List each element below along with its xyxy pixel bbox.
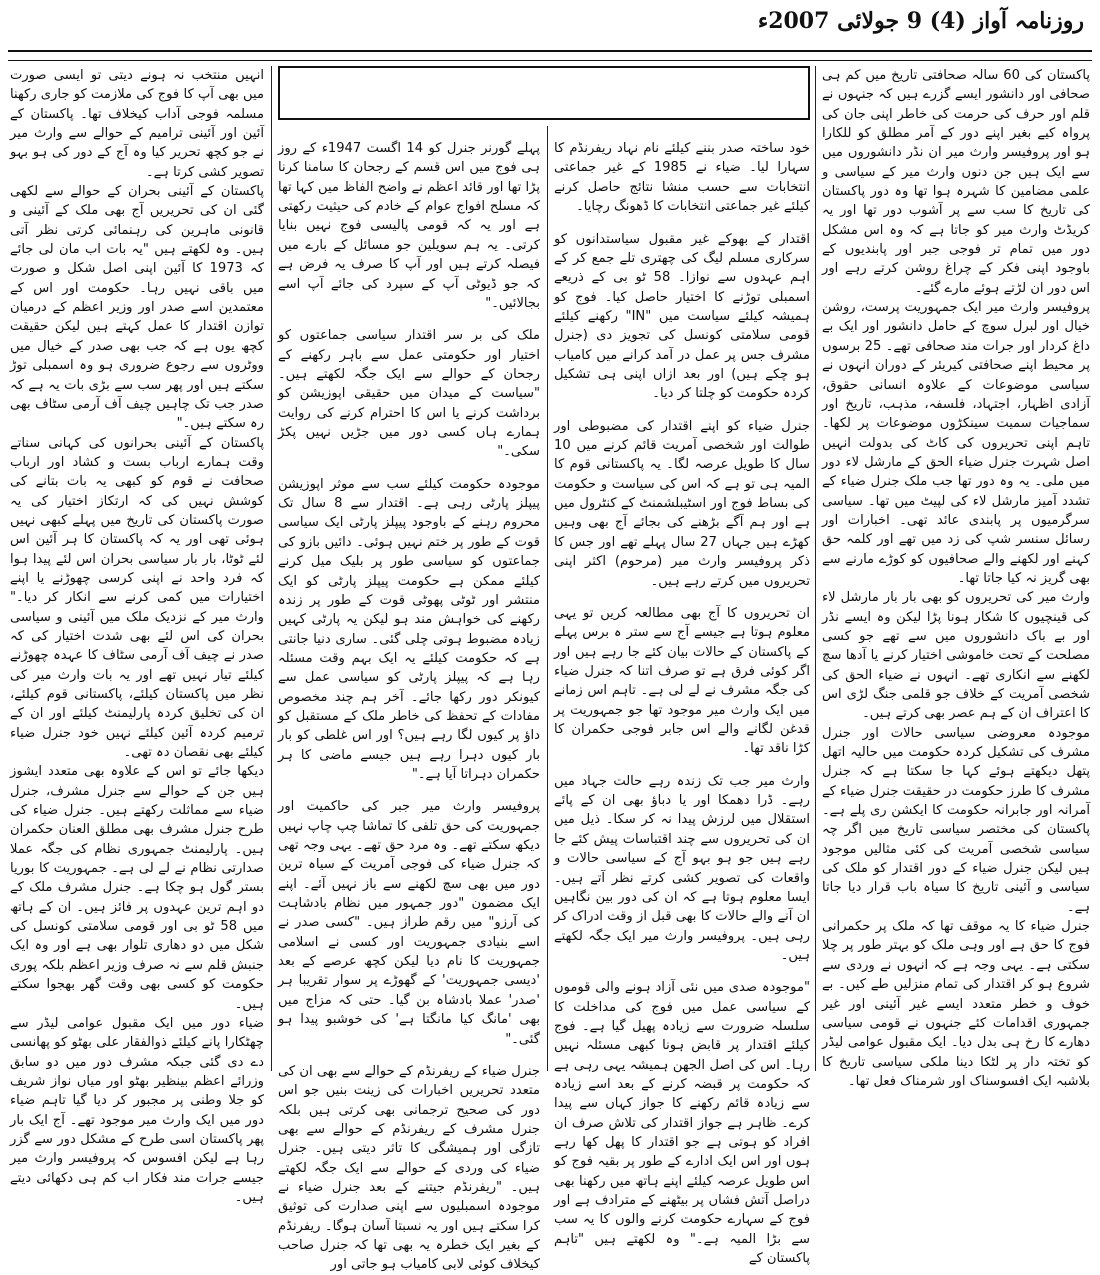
paragraph: پہلے گورنر جنرل کو 14 اگست 1947ء کے روز ہی فوج میں اس قسم کے رجحان کا سامنا کرنا پڑا تھا اور قائد اعظم نے واضح الفاظ میں کہا تھا کہ مسلح افواج عوام کے خادم کی حیثیت رکھتی ہے اور یہ کہ قومی پالیسی فوج نہیں بنایا کرتی۔ یہ ہم سویلین جو مسائل کے بارے میں فیصلہ کرتے ہیں اور آپ کا صرف یہ فرض ہے کہ جو ڈیوٹی آپ کے سپرد کی جائے آپ اسے بجالائیں۔": [278, 141, 541, 311]
paragraph: پاکستان کی 60 سالہ صحافتی تاریخ میں کم ہی صحافی اور دانشور ایسے گزرے ہیں کہ جنہوں نے قلم اور حرف کی حرمت کی خاطر اپنی جان کی پرواہ کیے بغیر اپنے دور کے آمر مطلق کو للکارا ہو اور پروفیسر وارث میر ان نڈر دانشوروں میں سے ایک ہیں جن دنوں وارث میر کے سیاسی و علمی مضامین کا شہرہ ہوا تھا وہ دور پاکستان کی تاریخ کا سب سے پر آشوب دور تھا اور یہ کریڈٹ وارث میر کو جاتا ہے کہ وہ اس مشکل دور میں تمام تر فوجی جبر اور پابندیوں کے باوجود اپنی فکر کے چراغ روشن کرتے رہے اور اس دور ان لڑتے ہوئے مارے گئے۔: [822, 68, 1090, 296]
paragraph: اقتدار کے بھوکے غیر مقبول سیاستدانوں کو سرکاری مسلم لیگ کی چھتری تلے جمع کر کے اہم عہدوں سے نوازا۔ 58 ٹو بی کے ذریعے اسمبلی توڑنے کا اختیار حاصل کیا۔ فوج کو ہمیشہ کیلئے سیاست میں "IN" رکھنے کیلئے قومی سلامتی کونسل کی تجویز دی (جنرل مشرف جس پر عمل در آمد کرانے میں کامیاب ہو چکے ہیں) اور بعد ازاں اپنی ہی تشکیل کردہ حکومت کو چلتا کر دیا۔: [554, 231, 810, 402]
paragraph: ضیاء دور میں ایک مقبول عوامی لیڈر سے چھٹکارا پانے کیلئے ذوالفقار علی بھٹو کو پھانسی دے دی گئی جبکہ مشرف دور میں دو سابق وزرائے اعظم بینظیر بھٹو اور میاں نواز شریف کو جلا وطنی پر مجبور کر دیا گیا تاہم ضیاء دور میں ایک وارث میر موجود تھے۔ آج ایک بار پھر پاکستان اسی طرح کے مشکل دور سے گزر رہا ہے لیکن افسوس کہ پروفیسر وارث میر جیسے جرات مند فکار اب کم ہی دکھائی دیتے ہیں۔: [10, 1015, 264, 1205]
article-body: [278, 126, 810, 1273]
column-right: [822, 66, 1091, 1089]
masthead-title: روزنامہ آواز (4) 9 جولائی 2007ء: [757, 8, 1084, 34]
paragraph: ملک کی بر سر اقتدار سیاسی جماعتوں کو اختیار اور حکومتی عمل سے باہر رکھنے کے رجحان کے حوالے سے ایک جگہ لکھتے ہیں۔ "سیاست کے میدان میں حقیقی اپوزیشن کو برداشت کرنے یا اس کا احترام کرنے کی روایت ہمارے ہاں کسی دور میں جڑیں نہیں پکڑ سکی۔": [278, 328, 540, 460]
paragraph: وارث میر جب تک زندہ رہے حالت جہاد میں رہے۔ ڈرا دھمکا اور یا دباؤ بھی ان کے پائے استقلال میں لرزش پیدا نہ کر سکا۔ ذیل میں ان کی تحریروں سے چند اقتباسات پیش کئے جا رہے ہیں جو ہو بہو آج کے سیاسی حالات و واقعات کی تصویر کشی کرتے نظر آتے ہیں۔ ایسا معلوم ہوتا ہے کہ ان کی دور بین نگاہیں ان آنے والے حالات کا بھی قبل از وقت ادراک کر رہی ہیں۔ پروفیسر وارث میر ایک جگہ لکھتے ہیں۔: [554, 773, 810, 963]
paragraph: موجودہ حکومت کیلئے سب سے موثر اپوزیشن پیپلز پارٹی رہی ہے۔ اقتدار سے 8 سال تک محروم رہنے کے باوجود پیپلز پارٹی ایک سیاسی قوت کے طور پر ختم نہیں ہوئی۔ دائیں بازو کی جماعتوں کو سیاسی طور پر بلیک میل کرنے کیلئے ممکن ہے حکومت پیپلز پارٹی کو ایک منتشر اور ٹوٹی پھوٹی قوت کے طور پر زندہ رکھنے کی خواہش مند ہو لیکن یہ پارٹی کہیں زیادہ مضبوط ہوتی چلی گئی۔ ساری دنیا جانتی ہے کہ حکومت کیلئے یہ ایک بہم وقت مسئلہ رہا ہے کہ پیپلز پارٹی کو سیاسی عمل سے کیونکر دور رکھا جائے۔ آخر ہم چند مخصوص مفادات کے تحفظ کی خاطر ملک کے مستقبل کو داؤ پر کیوں لگا رہے ہیں؟ اور اس غلطی کو بار بار کیوں دہرا رہے ہیں جیسے ماضی کا ہر حکمران دہراتا آیا ہے۔": [278, 476, 540, 782]
column-divider: [547, 126, 548, 1071]
paragraph: جنرل ضیاء کے ریفرنڈم کے حوالے سے بھی ان کی متعدد تحریریں اخبارات کی زینت بنیں جو اس دور کی صحیح ترجمانی بھی کرتی ہیں بلکہ جنرل مشرف کے ریفرنڈم کے حوالے سے بھی تازگی اور ہمیشگی کا تاثر دیتی ہیں۔ جنرل ضیاء کی وردی کے حوالے سے ایک جگہ لکھتے ہیں۔ "ریفرنڈم جیتنے کے بعد جنرل ضیاء نے موجودہ اسمبلیوں سے اپنی صدارت کی توثیق کرا سکتے ہیں اور یہ نسبتا آسان ہوگا۔ ریفرنڈم کے بغیر ایک خطرہ یہ بھی تھا کہ جنرل صاحب کیخلاف کوئی لابی کامیاب ہو جاتی اور: [278, 1063, 540, 1273]
paragraph: دیکھا جائے تو اس کے علاوہ بھی متعدد ایشوز ہیں جن کے حوالے سے جنرل مشرف، جنرل ضیاء سے مماثلت رکھتے ہیں۔ جنرل ضیاء کی طرح جنرل مشرف بھی مطلق العنان حکمران ہیں۔ پارلیمنٹ جمہوری نظام کی جگہ عملا صدارتی نظام نے لے لی ہے۔ جمہوریت کا بوریا بستر گول ہو چکا ہے۔ جنرل مشرف ملک کے دو اہم ترین عہدوں پر فائز ہیں۔ ان کے ہاتھ میں 58 ٹو بی اور قومی سلامتی کونسل کی شکل میں دو دھاری تلوار بھی ہے اور وہ ایک جنبش قلم سے نہ صرف وزیر اعظم بلکہ پوری حکومت کو کسی بھی وقت گھر بھجوا سکتے ہیں۔: [10, 764, 264, 1012]
paragraph: انہیں منتخب نہ ہونے دیتی تو ایسی صورت میں بھی آپ کا فوج کی ملازمت کو جاری رکھنا مسلمہ فوجی آداب کیخلاف تھا۔ پاکستان کے آئین اور آئینی ترامیم کے حوالے سے وارث میر نے جو کچھ تحریر کیا وہ آج کے دور کی ہو بہو تصویر کشی کرتا ہے۔: [10, 68, 264, 180]
paragraph: جنرل ضیاء کا یہ موقف تھا کہ ملک پر حکمرانی فوج کا حق ہے اور وہی ملک کو بہتر طور پر چلا سکتی ہے۔ یہی وجہ ہے کہ انہوں نے وردی سے شروع ہو کر اقتدار کی تمام منزلیں طے کیں۔ بے خوف و خطر متعدد ایسے غیر آئینی اور غیر جمہوری اقدامات کئے جنہوں نے قومی سیاسی دھارے کا رخ ہی بدل دیا۔ ایک مقبول عوامی لیڈر کو تختہ دار پر لٹکا دینا ملکی سیاسی تاریخ کا بلاشبہ ایک افسوسناک اور شرمناک فعل تھا۔: [822, 919, 1090, 1089]
paragraph: خود ساختہ صدر بننے کیلئے نام نہاد ریفرنڈم کا سہارا لیا۔ ضیاء نے 1985 کے غیر جماعتی انتخابات سے حسب منشا نتائج حاصل کرنے کیلئے غیر جماعتی انتخابات کا ڈھونگ رچایا۔: [554, 141, 810, 215]
headline-banner: [278, 66, 810, 120]
masthead: [16, 8, 1084, 42]
column-divider: [271, 66, 272, 1071]
article-column-left: [278, 126, 541, 1273]
article-column-right: [554, 126, 810, 1267]
headline-title: ایوب سے مشرف تک: [484, 75, 745, 111]
paragraph: "موجودہ صدی میں نئی آزاد ہونے والی قوموں کے سیاسی عمل میں فوج کی مداخلت کا سلسلہ ضرورت سے زیادہ پھیل گیا ہے۔ فوج کیلئے اقتدار پر قابض ہونا کبھی مسئلہ نہیں رہا۔ اس کی اصل الجھن ہمیشہ یہی رہی ہے کہ حکومت پر قبضہ کرنے کے بعد اسے زیادہ سے زیادہ قائم رکھنے کا جواز کہاں سے پیدا کرے۔ ظاہر ہے جواز اقتدار کی تلاش صرف ان افراد کو ہوتی ہے جو اقتدار کا پھل کھا رہے ہوں اور اس ایک ادارے کے طور پر بقیہ فوج کو اس طویل عرصہ کیلئے اپنے ہاتھ میں رکھنا بھی دراصل آتش فشاں پر بیٹھنے کے مترادف ہے اور فوج کے سہارے حکومت کرنے والوں کا یہ سب سے بڑا المیہ ہے۔" وہ لکھتے ہیں "تاہم پاکستان کے: [554, 980, 810, 1267]
masthead-rule-top: [8, 50, 1092, 52]
paragraph: پاکستان کے آئینی بحران کے حوالے سے لکھی گئی ان کی تحریریں آج بھی ملک کے آئینی و قانونی ماہرین کی رہنمائی کرتی نظر آتی ہیں۔ وہ لکھتے ہیں "یہ بات اب مان لی جائے کہ 1973 کا آئین اپنی اصل شکل و صورت میں باقی نہیں رہا۔ حکومت اور اس کے معتمدین اسے صدر اور وزیر اعظم کے درمیان توازن اقتدار کا عمل کہتے ہیں لیکن حقیقت کچھ یوں ہے کہ جب بھی صدر کے خیال میں ووٹروں سے رجوع ضروری ہو وہ اسمبلی توڑ سکتے ہیں اور پھر سب سے بڑی بات یہ ہے کہ صدر جب تک چاہیں چیف آف آرمی سٹاف بھی رہ سکتے ہیں۔": [10, 184, 264, 432]
paragraph: پاکستان کے آئینی بحرانوں کی کہانی سناتے وقت ہمارے ارباب بست و کشاد اور ارباب صحافت نے قوم کو کبھی یہ بات بتانے کی کوشش نہیں کی کہ ارتکاز اختیار کی یہ صورت پاکستان کی تاریخ میں پہلے کبھی نہیں ہوئی تھی اور یہ کہ پاکستان کا ہر آئین اس لئے ٹوٹا، بار بار سیاسی بحران اس لئے پیدا ہوا کہ فرد واحد نے اپنی کرسی چھوڑنے یا اپنے اختیارات میں کمی کرنے سے انکار کر دیا۔" وارث میر کے نزدیک ملک میں آئینی و سیاسی بحران کی اس لئے بھی شدت اختیار کی کہ صدر نے چیف آف آرمی سٹاف کا عہدہ چھوڑنے کیلئے تیار نہیں تھے اور یہ بات وارث میر کی نظر میں پاکستان کیلئے، پاکستانی قوم کیلئے، ان کی تخلیق کردہ پارلیمنٹ کیلئے اور ان کے ترمیم کردہ آئین کیلئے نہیں خود جنرل ضیاء کیلئے بھی نقصان دہ تھی۔: [10, 435, 264, 761]
paragraph: پروفیسر وارث میر جبر کی حاکمیت اور جمہوریت کی حق تلفی کا تماشا چپ چاپ نہیں دیکھ سکتے تھے۔ وہ مرد حق تھے۔ یہی وجہ تھی کہ جنرل ضیاء کی فوجی آمریت کے سیاہ ترین دور میں بھی سچ لکھنے سے باز نہیں آئے۔ اپنے ایک مضمون "دور جمہور میں نظام بادشاہت کی آرزو" میں رقم طراز ہیں۔ "کسی صدر نے اسے بنیادی جمہوریت اور کسی نے اسلامی جمہوریت کا نام دیا لیکن کچھ عرصے کے بعد 'دیسی جمہوریت' کے گھوڑے پر سوار تقریبا ہر 'صدر' عملا بادشاہ بن گیا۔ حتی کہ مزاج میں بھی 'مانگ کیا مانگتا ہے' کی خوشبو پیدا ہو گئی۔": [278, 799, 540, 1047]
column-left: [10, 66, 264, 1205]
headline-author: اعتزاز احسن: [343, 80, 461, 106]
paragraph: موجودہ معروضی سیاسی حالات اور جنرل مشرف کی تشکیل کردہ حکومت میں حالیہ اتھل پتھل دیکھتے ہوئے کہا جا سکتا ہے کہ جنرل مشرف کا طرز حکومت در حقیقت جنرل ضیاء کے آمرانہ اور جابرانہ حکومت کا ایکشن ری پلے ہے۔ پاکستان کی مختصر سیاسی تاریخ میں اگر چہ سیاسی شخصی آمریت کی کئی مثالیں موجود ہیں لیکن جنرل ضیاء کے دور اقتدار کو ملک کی سیاسی و آئینی تاریخ کا سیاہ باب قرار دیا جاتا ہے۔: [822, 725, 1090, 915]
paragraph: پروفیسر وارث میر ایک جمہوریت پرست، روشن خیال اور لبرل سوچ کے حامل دانشور اور ایک بے داغ کردار اور جرات مند صحافی تھے۔ 25 برسوں پر محیط اپنے صحافتی کیریئر کے دوران انہوں نے سیاسی موضوعات کے علاوہ انسانی حقوق، آزادی اظہار، اجتہاد، فلسفہ، مذہب، تاریخ اور سماجیات سمیت سینکڑوں موضوعات پر لکھا۔ تاہم اپنی تحریروں کی کاٹ کی بدولت انہیں اصل شہرت جنرل ضیاء الحق کے مارشل لاء دور میں ملی۔ یہ وہ دور تھا جب ملک جنرل ضیاء کے تشدد آمیز مارشل لاء کی لپیٹ میں تھا۔ سیاسی سرگرمیوں پر پابندی عائد تھی۔ اخبارات اور رسائل سنسر شپ کی زد میں تھے اور کلمہ حق کہنے اور لکھنے والے صحافیوں کو کوڑے مارنے سے بھی گریز نہ کیا جاتا تھا۔: [822, 300, 1091, 586]
paragraph: ان تحریروں کا آج بھی مطالعہ کریں تو یہی معلوم ہوتا ہے جیسے آج سے ستر ہ برس پہلے کے پاکستان کے حالات بیان کئے جا رہے ہیں اور اگر کوئی فرق ہے تو صرف اتنا کہ جنرل ضیاء کی جگہ مشرف نے لے لی ہے۔ تاہم اس زمانے میں ایک وارث میر موجود تھا جو جمہوریت پر قدغن لگانے والے اس جابر فوجی حکمران کا کڑا ناقد تھا۔: [554, 605, 810, 757]
paragraph: وارث میر کی تحریروں کو بھی بار بار مارشل لاء کی قینچیوں کا شکار ہونا پڑا لیکن وہ ایسے نڈر اور بے باک دانشوروں میں سے تھے جو کسی مصلحت کے تحت خاموشی اختیار کرنے یا آدھا سچ لکھنے سے انکاری تھے۔ انہوں نے ضیاء الحق کی شخصی آمریت کے خلاف جو قلمی جنگ لڑی اس کا اعتراف ان کے ہم عصر بھی کرتے ہیں۔: [822, 590, 1090, 722]
masthead-rule-bottom: [8, 60, 1092, 61]
paragraph: جنرل ضیاء کو اپنے اقتدار کی مضبوطی اور طوالت اور شخصی آمریت قائم کرنے میں 10 سال کا طویل عرصہ لگا۔ یہ پاکستانی قوم کا المیہ ہی تو ہے کہ اس کی سیاست و حکومت کی بساط فوج اور اسٹیبلشمنٹ کے کنٹرول میں ہے اور ہم آگے بڑھنے کی بجائے آج بھی وہیں کھڑے ہیں جہاں 27 سال پہلے تھے اور جس کا ذکر پروفیسر وارث میر (مرحوم) اکثر اپنی تحریروں میں کرتے رہے ہیں۔: [554, 418, 810, 589]
column-divider: [815, 66, 816, 1071]
